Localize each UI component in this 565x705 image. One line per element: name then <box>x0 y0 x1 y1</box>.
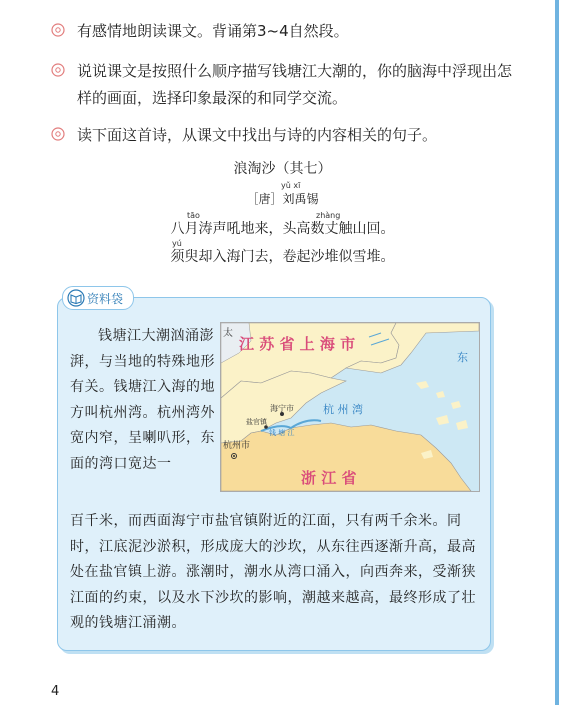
map-label-river: 钱 塘 江 <box>269 429 295 437</box>
question-text: 有感情地朗读课文。背诵第3~4自然段。 <box>77 22 349 40</box>
poem-author: ［唐］刘禹锡 <box>246 192 319 206</box>
book-icon <box>67 289 85 307</box>
poem-line-2: 须臾却入海门去，卷起沙堆似雪堆。 <box>170 249 395 265</box>
map-label-jiangsu-shanghai: 江 苏 省 上 海 市 <box>239 335 356 353</box>
pinyin-yuxi: yǔ xī <box>281 181 301 190</box>
flower-bullet-icon <box>51 127 65 141</box>
map-label-haining: 海宁市 <box>270 404 294 413</box>
map-label-zhejiang: 浙 江 省 <box>301 469 357 487</box>
info-box-tab-label: 资料袋 <box>87 291 124 306</box>
pinyin-yu: yú <box>172 239 182 248</box>
map-label-bay: 杭 州 湾 <box>323 403 363 416</box>
poem-line-1: 八月涛声吼地来，头高数丈触山回。 <box>170 221 395 237</box>
question-text: 读下面这首诗，从课文中找出与诗的内容相关的句子。 <box>77 126 438 144</box>
info-text-full: 百千米，而西面海宁市盐官镇附近的江面，只有两千余米。同时，江底泥沙淤积，形成庞大的沙坎，从东往西逐渐升高，最高处在盐官镇上游。涨潮时，潮水从湾口涌入，向西奔来，受渐狭江面的约束，以及水下沙坎的影响，潮越来越高，最终形成了壮观的钱塘江涌潮。 <box>70 513 476 631</box>
flower-bullet-icon <box>51 63 65 77</box>
hangzhou-bay-map <box>220 322 480 492</box>
map-label-hangzhou: 杭州市 <box>223 441 251 451</box>
map-label-yanguan: 盐官镇 <box>246 418 267 426</box>
info-text-column: 钱塘江大潮汹涌澎湃，与当地的特殊地形有关。钱塘江入海的地方叫杭州湾。杭州湾外宽内窄，呈喇叭形，东面的湾口宽达一 <box>70 328 215 472</box>
map-label-tai: 太 <box>223 328 233 339</box>
question-text: 说说课文是按照什么顺序描写钱塘江大潮的，你的脑海中浮现出怎样的画面，选择印象最深的和同学交流。 <box>77 62 513 107</box>
pinyin-zhang: zhàng <box>316 211 341 220</box>
pinyin-tao: tāo <box>187 211 200 220</box>
poem-title: 浪淘沙（其七） <box>233 161 332 177</box>
page-number: 4 <box>51 684 60 699</box>
flower-bullet-icon <box>51 23 65 37</box>
page-border <box>555 0 559 705</box>
info-box-tab <box>62 286 134 310</box>
map-label-dong: 东 <box>457 351 468 364</box>
